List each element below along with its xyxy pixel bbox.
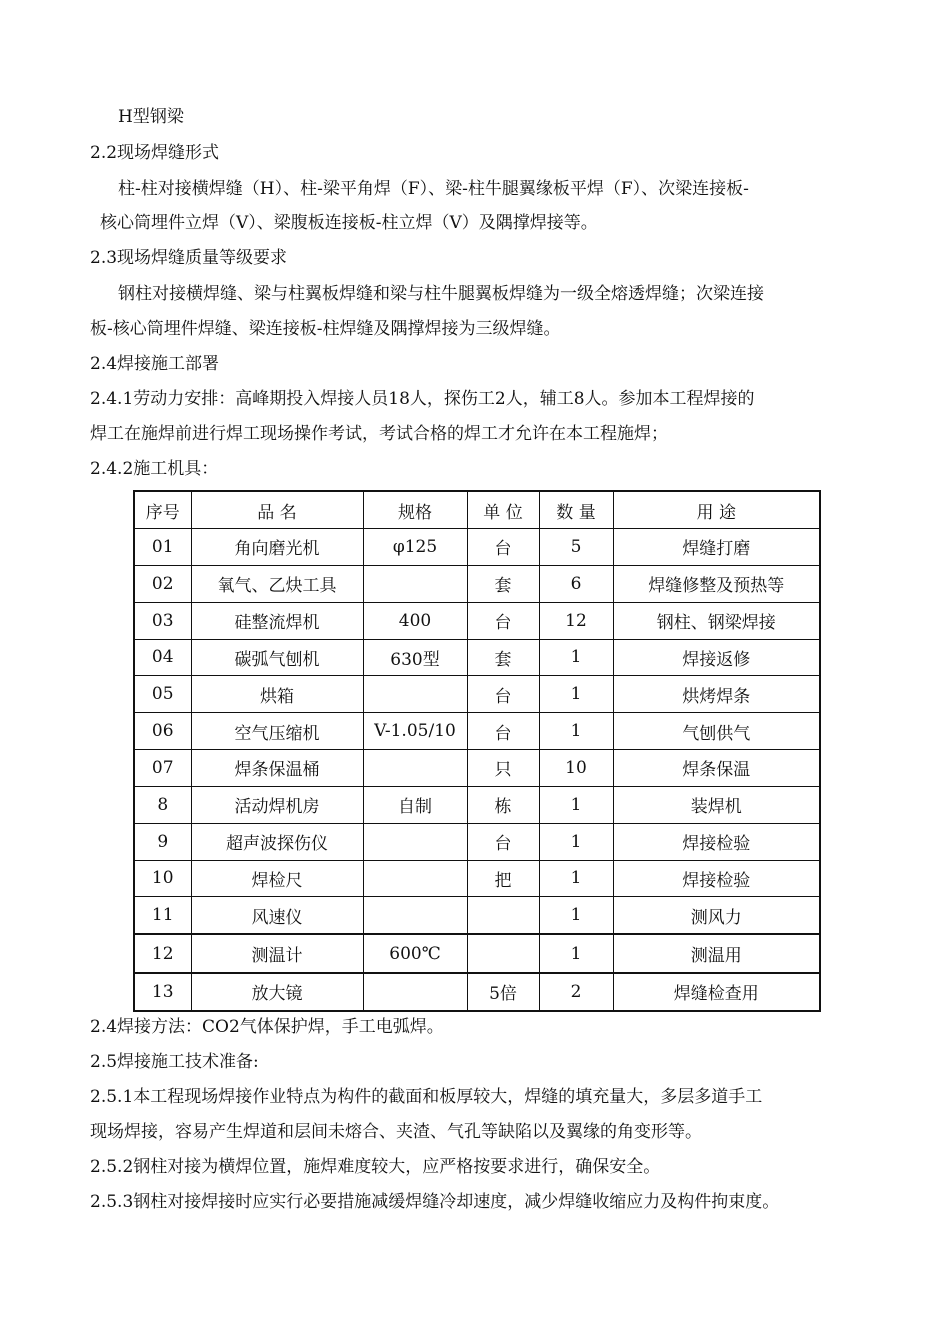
table-cell: 04	[134, 639, 191, 676]
table-cell: 1	[539, 934, 613, 972]
table-cell: 焊缝打磨	[613, 529, 820, 566]
table-cell	[467, 934, 539, 972]
table-cell: 02	[134, 565, 191, 602]
paragraph-line: 板-核心筒埋件焊缝、梁连接板-柱焊缝及隅撑焊接为三级焊缝。	[90, 319, 561, 339]
table-cell: 焊检尺	[191, 860, 363, 897]
table-cell: 1	[539, 713, 613, 750]
table-cell: 装焊机	[613, 786, 820, 823]
table-cell: 10	[134, 860, 191, 897]
table-cell: 1	[539, 860, 613, 897]
table-cell: 自制	[363, 786, 467, 823]
table-cell: 烘箱	[191, 676, 363, 713]
table-cell: 1	[539, 786, 613, 823]
section-heading-welding-method: 2.4焊接方法：CO2气体保护焊，手工电弧焊。	[90, 1017, 444, 1037]
table-cell: 焊接检验	[613, 823, 820, 860]
table-cell: 12	[134, 934, 191, 972]
table-cell: 台	[467, 529, 539, 566]
paragraph-line: 2.4.1劳动力安排：高峰期投入焊接人员18人，探伤工2人，辅工8人。参加本工程焊接的	[90, 389, 755, 409]
table-cell	[363, 973, 467, 1011]
table-cell: 超声波探伤仪	[191, 823, 363, 860]
header-cell: 单 位	[467, 491, 539, 529]
table-cell: 焊接检验	[613, 860, 820, 897]
table-row	[134, 713, 820, 750]
table-cell	[363, 860, 467, 897]
table-cell: 活动焊机房	[191, 786, 363, 823]
table-cell: 测温用	[613, 934, 820, 972]
section-heading-2-4-2: 2.4.2施工机具：	[90, 459, 219, 479]
header-cell: 数 量	[539, 491, 613, 529]
table-row	[134, 565, 820, 602]
table-cell: 焊条保温桶	[191, 750, 363, 787]
header-cell: 序号	[134, 491, 191, 529]
table-cell: 2	[539, 973, 613, 1011]
paragraph-line: 2.5.1本工程现场焊接作业特点为构件的截面和板厚较大，焊缝的填充量大，多层多道手工	[90, 1087, 763, 1107]
table-row	[134, 897, 820, 935]
paragraph-line: 焊工在施焊前进行焊工现场操作考试，考试合格的焊工才允许在本工程施焊；	[90, 424, 668, 444]
table-cell: 只	[467, 750, 539, 787]
table-cell	[363, 750, 467, 787]
paragraph-line: 2.5.3钢柱对接焊接时应实行必要措施减缓焊缝冷却速度，减少焊缝收缩应力及构件拘束度。	[90, 1192, 780, 1212]
table-cell: 放大镜	[191, 973, 363, 1011]
table-cell: 9	[134, 823, 191, 860]
table-cell: 8	[134, 786, 191, 823]
table-cell: 气刨供气	[613, 713, 820, 750]
table-cell: 角向磨光机	[191, 529, 363, 566]
table-cell: φ125	[363, 529, 467, 566]
table-cell: 焊接返修	[613, 639, 820, 676]
table-cell: 5	[539, 529, 613, 566]
table-cell: 氧气、乙炔工具	[191, 565, 363, 602]
table-cell: V-1.05/10	[363, 713, 467, 750]
table-cell: 05	[134, 676, 191, 713]
table-cell: 台	[467, 823, 539, 860]
header-cell: 规格	[363, 491, 467, 529]
table-cell	[363, 897, 467, 935]
section-heading-2-3: 2.3现场焊缝质量等级要求	[90, 248, 288, 268]
table-cell: 碳弧气刨机	[191, 639, 363, 676]
header-cell: 用 途	[613, 491, 820, 529]
table-row	[134, 639, 820, 676]
table-cell: 5倍	[467, 973, 539, 1011]
table-cell: 焊条保温	[613, 750, 820, 787]
header-cell: 品 名	[191, 491, 363, 529]
table-cell: 风速仪	[191, 897, 363, 935]
table-row	[134, 786, 820, 823]
table-cell: 1	[539, 639, 613, 676]
table-cell: 400	[363, 602, 467, 639]
table-row	[134, 676, 820, 713]
table-cell: 把	[467, 860, 539, 897]
table-cell: 套	[467, 565, 539, 602]
table-cell: 焊缝修整及预热等	[613, 565, 820, 602]
paragraph-line: 柱-柱对接横焊缝（H）、柱-梁平角焊（F）、梁-柱牛腿翼缘板平焊（F）、次梁连接板-	[118, 179, 749, 199]
table-row	[134, 934, 820, 972]
table-cell: 栋	[467, 786, 539, 823]
table-cell: 1	[539, 897, 613, 935]
table-cell: 套	[467, 639, 539, 676]
table-row	[134, 973, 820, 1011]
table-cell: 台	[467, 676, 539, 713]
table-cell: 钢柱、钢梁焊接	[613, 602, 820, 639]
table-row	[134, 602, 820, 639]
table-cell: 台	[467, 713, 539, 750]
table-cell: 空气压缩机	[191, 713, 363, 750]
table-row	[134, 823, 820, 860]
equipment-table	[133, 490, 821, 1012]
table-cell: 11	[134, 897, 191, 935]
table-cell: 03	[134, 602, 191, 639]
table-cell: 测温计	[191, 934, 363, 972]
table-row	[134, 529, 820, 566]
table-cell: 台	[467, 602, 539, 639]
table-cell: 600℃	[363, 934, 467, 972]
table-row	[134, 860, 820, 897]
table-cell: 12	[539, 602, 613, 639]
paragraph-line: 2.5.2钢柱对接为横焊位置，施焊难度较大，应严格按要求进行，确保安全。	[90, 1157, 661, 1177]
table-cell: 1	[539, 676, 613, 713]
section-heading-2-5: 2.5焊接施工技术准备:	[90, 1052, 259, 1072]
section-heading-2-4: 2.4焊接施工部署	[90, 354, 220, 374]
section-heading-2-2: 2.2现场焊缝形式	[90, 143, 220, 163]
table-cell: 1	[539, 823, 613, 860]
paragraph-line: 核心筒埋件立焊（V）、梁腹板连接板-柱立焊（V）及隅撑焊接等。	[100, 213, 598, 233]
table-cell: 10	[539, 750, 613, 787]
table-cell	[363, 823, 467, 860]
table-cell: 硅整流焊机	[191, 602, 363, 639]
table-cell	[363, 565, 467, 602]
paragraph-line: 钢柱对接横焊缝、梁与柱翼板焊缝和梁与柱牛腿翼板焊缝为一级全熔透焊缝；次梁连接	[118, 284, 764, 304]
table-cell: 13	[134, 973, 191, 1011]
table-cell: 06	[134, 713, 191, 750]
table-cell: 焊缝检查用	[613, 973, 820, 1011]
table-cell: 烘烤焊条	[613, 676, 820, 713]
table-cell: 6	[539, 565, 613, 602]
table-header-row	[134, 491, 820, 529]
paragraph-line: 现场焊接，容易产生焊道和层间未熔合、夹渣、气孔等缺陷以及翼缘的角变形等。	[90, 1122, 702, 1142]
table-cell: 630型	[363, 639, 467, 676]
table-row	[134, 750, 820, 787]
table-cell	[363, 676, 467, 713]
table-cell: 07	[134, 750, 191, 787]
table-cell: 测风力	[613, 897, 820, 935]
table-cell: 01	[134, 529, 191, 566]
paragraph-continuation: H型钢梁	[118, 107, 184, 127]
table-cell	[467, 897, 539, 935]
